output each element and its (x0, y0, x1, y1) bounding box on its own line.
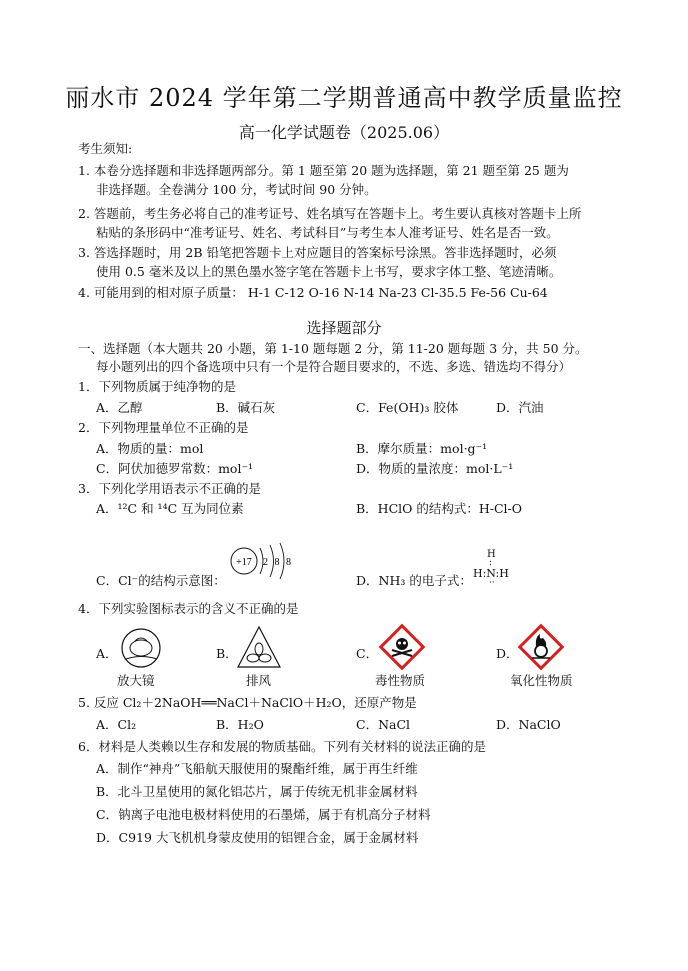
q3-option-d: D．NH₃ 的电子式： (356, 573, 472, 588)
notice-item-4: 4. 可能用到的相对原子质量： H-1 C-12 O-16 N-14 Na-23 Cl-35.5 Fe-56 Cu-64 (78, 285, 548, 300)
q5-option-b: B．H₂O (216, 717, 264, 732)
lewis-top-dots: : (489, 558, 493, 568)
q4-caption-b: 排风 (246, 673, 272, 688)
q2-stem: 2．下列物理量单位不正确的是 (78, 420, 249, 435)
q6-option-a: A．制作“神舟”飞船航天服使用的聚酯纤维，属于再生纤维 (96, 761, 418, 776)
q2-option-a: A．物质的量：mol (96, 441, 204, 456)
q1-option-b: B．碱石灰 (216, 400, 276, 415)
q5-option-d: D．NaClO (496, 717, 561, 732)
exam-subtitle: 高一化学试题卷（2025.06） (238, 123, 450, 142)
notice-item-2-line-1: 2. 答题前，考生务必将自己的准考证号、姓名填写在答题卡上。考生要认真核对答题卡上所 (78, 206, 582, 221)
q4-option-a: A． (96, 646, 118, 661)
q4-caption-d: 氧化性物质 (510, 673, 573, 688)
ammonia-lewis-structure: H:N:H (473, 567, 509, 580)
section-intro-2: 每小题列出的四个备选项中只有一个是符合题目要求的，不选、多选、错选均不得分） (96, 359, 572, 374)
oxidizer-flame-icon (517, 623, 565, 671)
exam-title: 丽水市 2024 学年第二学期普通高中教学质量监控 (65, 84, 623, 112)
q4-option-c: C． (356, 646, 379, 661)
ventilation-fan-icon (236, 625, 282, 669)
notice-item-2-line-2: 粘贴的条形码中“准考证号、姓名、考试科目”与考生本人准考证号、姓名是否一致。 (96, 225, 559, 240)
notice-item-3-line-1: 3. 答选择题时，用 2B 铅笔把答题卡上对应题目的答案标号涂黑。答非选择题时，必须 (78, 245, 557, 260)
q5-option-c: C．NaCl (356, 717, 411, 732)
q2-option-d: D．物质的量浓度：mol·L⁻¹ (356, 461, 514, 476)
notice-item-1-line-1: 1. 本卷分选择题和非选择题两部分。第 1 题至第 20 题为选择题，第 21 题至第 25 题为 (78, 163, 569, 178)
lewis-bottom-dots: ·· (489, 578, 495, 588)
q1-option-a: A．乙醇 (96, 400, 143, 415)
q6-option-b: B．北斗卫星使用的氮化铝芯片，属于传统无机非金属材料 (96, 784, 418, 799)
q4-option-d: D． (496, 646, 519, 661)
q4-option-b: B． (216, 646, 238, 661)
q1-option-c: C．Fe(OH)₃ 胶体 (356, 400, 459, 415)
q4-caption-c: 毒性物质 (375, 673, 426, 688)
q4-stem: 4．下列实验图标表示的含义不正确的是 (78, 601, 299, 616)
section-intro-1: 一、选择题（本大题共 20 小题，第 1-10 题每题 2 分，第 11-20 题每题 3 分，共 50 分。 (78, 341, 588, 356)
q3-option-c: C．Cl⁻的结构示意图： (96, 573, 226, 588)
q2-option-b: B．摩尔质量：mol·g⁻¹ (356, 441, 488, 456)
q4-caption-a: 放大镜 (117, 673, 155, 688)
q6-option-c: C．钠离子电池电极材料使用的石墨烯，属于有机高分子材料 (96, 807, 431, 822)
notice-item-3-line-2: 使用 0.5 毫米及以上的黑色墨水签字笔在答题卡上书写，要求字体工整、笔迹清晰。 (96, 264, 562, 279)
q3-option-b: B．HClO 的结构式：H-Cl-O (356, 501, 523, 516)
notice-item-1-line-2: 非选择题。全卷满分 100 分，考试时间 90 分钟。 (96, 182, 377, 197)
q6-stem: 6．材料是人类赖以生存和发展的物质基础。下列有关材料的说法正确的是 (78, 739, 486, 754)
chloride-ion-structure-diagram (228, 540, 298, 582)
diagram-shell-counts: 2 8 8 (263, 557, 293, 568)
q2-option-c: C．阿伏加德罗常数：mol⁻¹ (96, 461, 254, 476)
toxic-skull-icon (378, 623, 426, 671)
lewis-top-h: H (487, 549, 496, 560)
q5-stem: 5. 反应 Cl₂＋2NaOH══NaCl＋NaClO＋H₂O，还原产物是 (78, 695, 417, 710)
q3-option-a: A．¹²C 和 ¹⁴C 互为同位素 (96, 501, 244, 516)
q6-option-d: D．C919 大飞机机身蒙皮使用的铝锂合金，属于金属材料 (96, 830, 419, 845)
notice-heading: 考生须知: (78, 141, 133, 156)
magnifier-icon (117, 626, 165, 670)
diagram-nucleus-label: +17 (236, 557, 252, 568)
q5-option-a: A．Cl₂ (96, 717, 137, 732)
q3-stem: 3．下列化学用语表示不正确的是 (78, 481, 261, 496)
section-title: 选择题部分 (306, 319, 382, 337)
q1-option-d: D．汽油 (496, 400, 544, 415)
q1-stem: 1．下列物质属于纯净物的是 (78, 379, 236, 394)
